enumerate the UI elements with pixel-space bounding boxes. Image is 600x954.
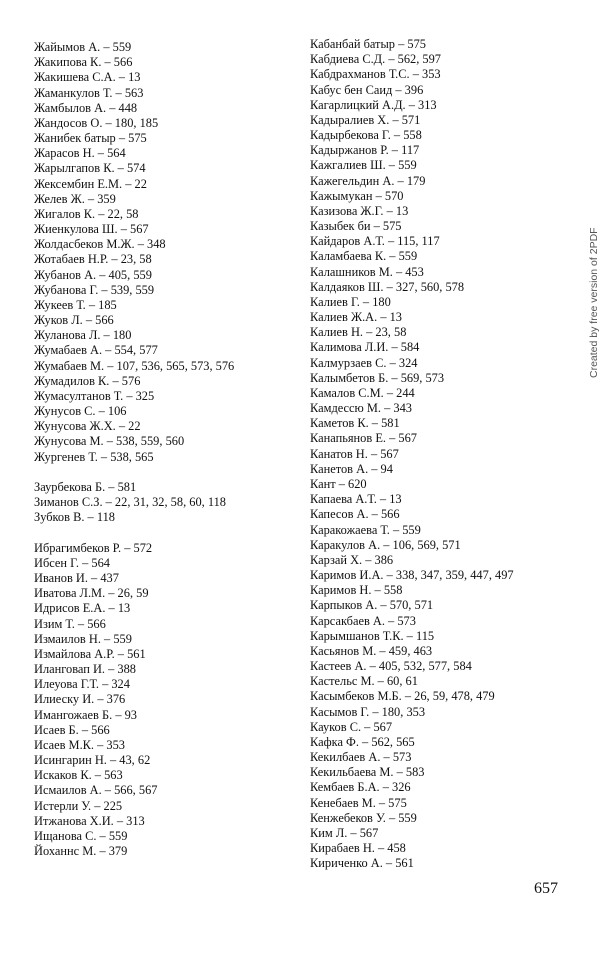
index-entry: Кекильбаева М. – 583 [310, 765, 425, 780]
index-entry: Кадыралиев Х. – 571 [310, 112, 421, 127]
index-entry: Жукеев Т. – 185 [34, 297, 117, 312]
index-entry: Изим Т. – 566 [34, 616, 106, 631]
index-entry: Жубанов А. – 405, 559 [34, 267, 152, 282]
index-entry: Кабус бен Саид – 396 [310, 82, 424, 97]
index-entry: Жунусов С. – 106 [34, 404, 127, 419]
index-entry: Зиманов С.З. – 22, 31, 32, 58, 60, 118 [34, 495, 226, 510]
index-entry: Жумасултанов Т. – 325 [34, 388, 155, 403]
index-entry: Кастеев А. – 405, 532, 577, 584 [310, 659, 472, 674]
index-entry: Камалов С.М. – 244 [310, 385, 415, 400]
index-entry: Жунусова Ж.Х. – 22 [34, 419, 141, 434]
index-entry: Ищанова С. – 559 [34, 828, 128, 843]
index-entry: Жумабаев М. – 107, 536, 565, 573, 576 [34, 358, 235, 373]
index-entry: Жанибек батыр – 575 [34, 131, 147, 146]
index-entry: Исаев М.К. – 353 [34, 737, 125, 752]
index-entry: Жуланова Л. – 180 [34, 328, 132, 343]
index-entry: Кастельс М. – 60, 61 [310, 674, 418, 689]
index-entry: Искаков К. – 563 [34, 768, 123, 783]
index-entry: Калиев Ж.А. – 13 [310, 310, 402, 325]
index-entry: Истерли У. – 225 [34, 798, 123, 813]
index-entry: Капаева А.Т. – 13 [310, 492, 402, 507]
index-column-right [310, 37, 572, 871]
index-entry: Кажегельдин А. – 179 [310, 173, 426, 188]
index-entry: Капесов А. – 566 [310, 507, 400, 522]
index-entry: Канетов А. – 94 [310, 461, 393, 476]
index-entry: Кекилбаев А. – 573 [310, 750, 412, 765]
index-entry: Кадырбекова Г. – 558 [310, 128, 422, 143]
index-entry: Илиеску И. – 376 [34, 692, 126, 707]
index-entry: Камдессю М. – 343 [310, 401, 412, 416]
index-entry: Жексембин Е.М. – 22 [34, 176, 147, 191]
index-entry: Измаилов Н. – 559 [34, 631, 132, 646]
index-entry: Калымбетов Б. – 569, 573 [310, 370, 445, 385]
page-number: 657 [534, 880, 558, 897]
index-entry: Жайымов А. – 559 [34, 40, 132, 54]
index-entry: Калмурзаев С. – 324 [310, 355, 418, 370]
index-entry: Касымов Г. – 180, 353 [310, 704, 426, 719]
index-entry: Каметов К. – 581 [310, 416, 400, 431]
index-entry: Илеуова Г.Т. – 324 [34, 677, 130, 692]
index-entry: Кабдиева С.Д. – 562, 597 [310, 52, 441, 67]
index-entry: Калимова Л.И. – 584 [310, 340, 420, 355]
index-entry: Кириченко А. – 561 [310, 856, 414, 871]
index-entry: Зубков В. – 118 [34, 510, 115, 525]
index-entry: Жотабаев Н.Р. – 23, 58 [34, 252, 152, 267]
index-entry: Жумабаев А. – 554, 577 [34, 343, 158, 358]
index-entry: Калдаяков Ш. – 327, 560, 578 [310, 279, 465, 294]
index-entry: Ибрагимбеков Р. – 572 [34, 540, 153, 555]
section-gap [34, 465, 296, 480]
index-entry: Желев Ж. – 359 [34, 191, 116, 206]
index-entry: Ибсен Г. – 564 [34, 555, 110, 570]
index-entry: Йоханнс М. – 379 [34, 844, 128, 859]
index-entry: Канатов Н. – 567 [310, 446, 399, 461]
index-entry: Жунусова М. – 538, 559, 560 [34, 434, 185, 449]
index-entry: Жолдасбеков М.Ж. – 348 [34, 237, 166, 252]
index-entry: Исингарин Н. – 43, 62 [34, 753, 151, 768]
index-entry: Жаманкулов Т. – 563 [34, 85, 144, 100]
index-entry: Жарасов Н. – 564 [34, 146, 126, 161]
index-entry: Идрисов Е.А. – 13 [34, 601, 131, 616]
index-entry: Касымбеков М.Б. – 26, 59, 478, 479 [310, 689, 495, 704]
index-entry: Жакишева С.А. – 13 [34, 70, 141, 85]
index-entry: Калиев Н. – 23, 58 [310, 325, 407, 340]
index-entry: Кадыржанов Р. – 117 [310, 143, 420, 158]
section-gap [34, 526, 296, 541]
index-entry: Касьянов М. – 459, 463 [310, 643, 433, 658]
index-entry: Измайлова А.Р. – 561 [34, 646, 146, 661]
index-entry: Кирабаев Н. – 458 [310, 841, 406, 856]
index-entry: Кагарлицкий А.Д. – 313 [310, 97, 437, 112]
index-entry: Карсакбаев А. – 573 [310, 613, 416, 628]
index-entry: Кант – 620 [310, 476, 367, 491]
index-entry: Калиев Г. – 180 [310, 294, 391, 309]
index-entry: Кафка Ф. – 562, 565 [310, 734, 415, 749]
index-entry: Канапьянов Е. – 567 [310, 431, 417, 446]
index-entry: Кенжебеков У. – 559 [310, 810, 417, 825]
index-entry: Иванов И. – 437 [34, 571, 119, 586]
index-entry: Жиенкулова Ш. – 567 [34, 222, 149, 237]
index-entry: Имангожаев Б. – 93 [34, 707, 137, 722]
index-entry: Жумадилов К. – 576 [34, 373, 141, 388]
index-entry: Кайдаров А.Т. – 115, 117 [310, 234, 440, 249]
index-entry: Жамбылов А. – 448 [34, 100, 138, 115]
index-entry: Ким Л. – 567 [310, 825, 379, 840]
index-entry: Жубанова Г. – 539, 559 [34, 282, 155, 297]
index-entry: Жандосов О. – 180, 185 [34, 115, 159, 130]
index-entry: Кембаев Б.А. – 326 [310, 780, 411, 795]
index-entry: Жакипова К. – 566 [34, 55, 133, 70]
index-entry: Казыбек би – 575 [310, 219, 402, 234]
index-entry: Заурбекова Б. – 581 [34, 479, 137, 494]
index-entry: Иватова Л.М. – 26, 59 [34, 586, 149, 601]
index-entry: Кенебаев М. – 575 [310, 795, 407, 810]
index-column-left [34, 40, 296, 859]
index-entry: Жарылгапов К. – 574 [34, 161, 146, 176]
index-entry: Исмаилов А. – 566, 567 [34, 783, 158, 798]
index-entry: Каримов Н. – 558 [310, 583, 403, 598]
index-entry: Каримов И.А. – 338, 347, 359, 447, 497 [310, 568, 514, 583]
index-entry: Исаев Б. – 566 [34, 722, 110, 737]
index-entry: Иланговап И. – 388 [34, 662, 137, 677]
index-entry: Каракулов А. – 106, 569, 571 [310, 537, 461, 552]
watermark-text: Created by free version of 2PDF [588, 227, 600, 378]
index-entry: Каламбаева К. – 559 [310, 249, 418, 264]
index-entry: Карзай Х. – 386 [310, 552, 394, 567]
index-entry: Каракожаева Т. – 559 [310, 522, 421, 537]
index-entry: Жигалов К. – 22, 58 [34, 206, 139, 221]
index-entry: Карымшанов Т.К. – 115 [310, 628, 435, 643]
index-entry: Кабдрахманов Т.С. – 353 [310, 67, 441, 82]
index-entry: Кажгалиев Ш. – 559 [310, 158, 417, 173]
index-entry: Карпыков А. – 570, 571 [310, 598, 434, 613]
index-entry: Кауков С. – 567 [310, 719, 393, 734]
index-entry: Жуков Л. – 566 [34, 313, 114, 328]
index-entry: Казизова Ж.Г. – 13 [310, 203, 409, 218]
index-entry: Кажымукан – 570 [310, 188, 404, 203]
index-entry: Калашников М. – 453 [310, 264, 424, 279]
index-entry: Итжанова Х.И. – 313 [34, 813, 145, 828]
index-entry: Кабанбай батыр – 575 [310, 37, 426, 51]
index-entry: Жургенев Т. – 538, 565 [34, 449, 154, 464]
